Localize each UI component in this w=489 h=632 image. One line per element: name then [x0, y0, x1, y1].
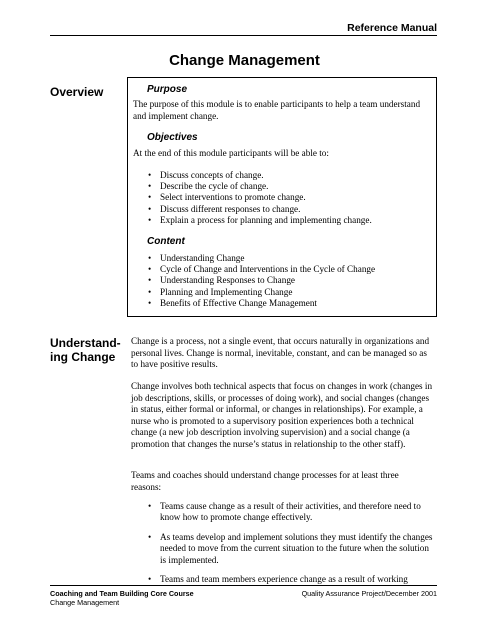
objectives-intro: At the end of this module participants will be able to: — [133, 148, 329, 158]
header-rule — [50, 35, 437, 36]
understanding-heading — [50, 336, 121, 364]
list-item: • Planning and Implementing Change — [146, 287, 431, 298]
understanding-paragraph-2: Change involves both technical aspects that focus on changes in work (changes in job descriptions, skills, or processes of doing work), and social changes (changes in status, either formal or informal, or changes in relationships). For example, a nurse who is promoted to a supervisory position experiences both a technical change (a new job description involving supervision) and a social change (a promotion that changes the nurse’s status in relationship to the other staff). — [131, 381, 433, 449]
list-item: • Cycle of Change and Interventions in the Cycle of Change — [146, 264, 431, 275]
footer-course: Coaching and Team Building Core Course — [50, 589, 194, 598]
overview-heading: Overview — [50, 85, 104, 99]
understanding-paragraph-1: Change is a process, not a single event, that occurs naturally in organizations and personal lives. Change is normal, inevitable, constant, and can be managed so as to have positive results. — [131, 336, 430, 370]
list-item: • Benefits of Effective Change Management — [146, 298, 431, 309]
list-item: • As teams develop and implement solutions they must identify the changes needed to move from the current situation to the future when the solution is implemented. — [146, 532, 436, 566]
list-item: • Understanding Responses to Change — [146, 275, 431, 286]
list-item: • Discuss different responses to change. — [146, 204, 431, 215]
understanding-heading-line1: Understand- — [50, 336, 121, 350]
footer-left — [50, 589, 194, 607]
content-heading: Content — [147, 236, 185, 247]
list-item: • Discuss concepts of change. — [146, 170, 431, 181]
list-item: • Understanding Change — [146, 253, 431, 264]
understanding-reasons-list — [146, 501, 436, 585]
list-item: • Teams and team members experience change as a result of working — [146, 574, 436, 585]
understanding-heading-line2: ing Change — [50, 350, 116, 364]
understanding-paragraph-3: Teams and coaches should understand change processes for at least three reasons: — [131, 470, 399, 492]
purpose-heading: Purpose — [147, 84, 188, 95]
list-item: • Teams cause change as a result of their activities, and therefore need to know how to promote change effectively. — [146, 501, 436, 524]
list-item: • Explain a process for planning and implementing change. — [146, 215, 431, 226]
objectives-heading: Objectives — [147, 132, 198, 143]
footer-project: Quality Assurance Project/December 2001 — [301, 589, 437, 598]
objectives-list — [146, 170, 431, 226]
purpose-text: The purpose of this module is to enable participants to help a team understand and implement change. — [133, 99, 421, 121]
footer-rule — [50, 585, 437, 586]
content-list — [146, 253, 431, 309]
list-item: • Describe the cycle of change. — [146, 181, 431, 192]
header-manual-label: Reference Manual — [347, 22, 437, 34]
page-title: Change Management — [169, 52, 320, 69]
footer-module: Change Management — [50, 598, 120, 607]
list-item: • Select interventions to promote change. — [146, 192, 431, 203]
